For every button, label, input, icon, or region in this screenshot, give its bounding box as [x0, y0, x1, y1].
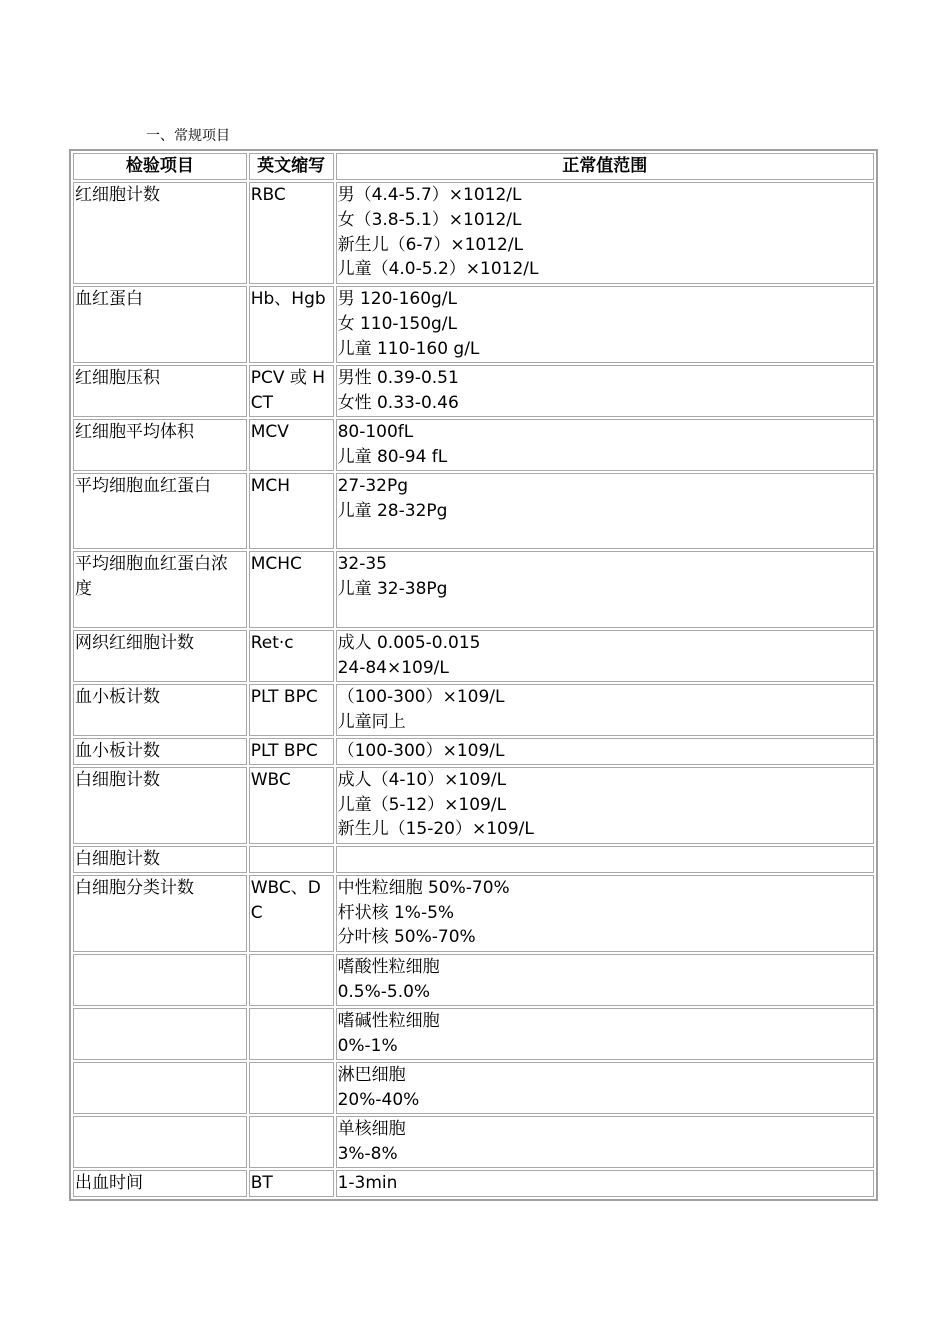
normal-range-cell	[336, 1008, 874, 1060]
range-line: 男性 0.39-0.51	[337, 368, 459, 388]
test-item-cell	[73, 1116, 247, 1168]
normal-range-cell	[336, 738, 874, 765]
abbreviation-cell: MCH	[249, 473, 334, 549]
abbreviation-cell: MCHC	[249, 551, 334, 627]
normal-range-cell	[336, 551, 874, 627]
abbreviation-cell: Ret·c	[249, 630, 334, 682]
abbreviation-cell	[249, 1062, 334, 1114]
test-item-cell: 红细胞压积	[73, 365, 247, 417]
range-line: 女性 0.33-0.46	[337, 392, 459, 413]
range-line: 成人（4-10）×109/L	[337, 769, 507, 790]
table-row	[73, 767, 874, 844]
range-line: 分叶核 50%-70%	[337, 927, 476, 948]
table-row	[73, 954, 874, 1006]
range-line: 单核细胞	[337, 1118, 406, 1139]
range-line: 80-100fL	[337, 422, 414, 442]
normal-range-cell	[336, 767, 874, 844]
abbreviation-cell	[249, 954, 334, 1006]
table-row	[73, 473, 874, 549]
range-line: 儿童 32-38Pg	[337, 579, 448, 600]
range-line: 0.5%-5.0%	[337, 981, 431, 1002]
table-row	[73, 684, 874, 736]
range-line	[338, 602, 872, 627]
range-line: 儿童 28-32Pg	[337, 500, 448, 521]
abbreviation-cell: PLT BPC	[249, 684, 334, 736]
abbreviation-cell	[249, 1008, 334, 1060]
test-item-cell: 平均细胞血红蛋白	[73, 473, 247, 549]
normal-range-cell	[336, 684, 874, 736]
normal-range-cell	[336, 1116, 874, 1168]
range-line: （100-300）×109/L	[337, 686, 505, 707]
table-row	[73, 738, 874, 765]
range-line: 儿童同上	[337, 711, 406, 732]
normal-range-cell	[336, 630, 874, 682]
table-row	[73, 1008, 874, 1060]
table-row	[73, 1062, 874, 1114]
test-item-cell	[73, 954, 247, 1006]
header-range: 正常值范围	[336, 153, 874, 180]
table-row	[73, 551, 874, 627]
range-line: 男（4.4-5.7）×1012/L	[337, 185, 522, 205]
test-item-cell: 网织红细胞计数	[73, 630, 247, 682]
table-row	[73, 182, 874, 284]
normal-range-cell	[336, 286, 874, 363]
abbreviation-cell: WBC、DC	[249, 875, 334, 952]
abbreviation-cell: RBC	[249, 182, 334, 284]
table-row	[73, 419, 874, 471]
range-line: 淋巴细胞	[337, 1064, 406, 1085]
normal-range-cell	[336, 473, 874, 549]
range-line: 成人 0.005-0.015	[337, 632, 481, 653]
range-line: 新生儿（15-20）×109/L	[337, 819, 534, 840]
abbreviation-cell: MCV	[249, 419, 334, 471]
range-line: 儿童（5-12）×109/L	[337, 794, 507, 815]
section-title: 一、常规项目	[146, 128, 230, 144]
table-row	[73, 365, 874, 417]
table-row	[73, 1116, 874, 1168]
test-item-cell	[73, 1062, 247, 1114]
normal-range-cell	[336, 1062, 874, 1114]
header-abbr: 英文缩写	[249, 153, 334, 180]
abbreviation-cell: WBC	[249, 767, 334, 844]
normal-range-cell	[336, 182, 874, 284]
range-line: 32-35	[337, 554, 387, 575]
abbreviation-cell	[249, 846, 334, 873]
test-item-cell: 平均细胞血红蛋白浓度	[73, 551, 247, 627]
test-item-cell: 血小板计数	[73, 738, 247, 765]
test-item-cell: 白细胞计数	[73, 846, 247, 873]
range-line: 女（3.8-5.1）×1012/L	[337, 209, 522, 230]
range-line: 儿童 110-160 g/L	[337, 338, 480, 359]
test-item-cell: 血小板计数	[73, 684, 247, 736]
range-line: 男 120-160g/L	[337, 289, 458, 309]
test-item-cell: 白细胞计数	[73, 767, 247, 844]
normal-range-cell	[336, 846, 874, 873]
abbreviation-cell	[249, 1116, 334, 1168]
normal-range-cell	[336, 365, 874, 417]
table-row	[73, 630, 874, 682]
table-body	[73, 182, 874, 1197]
normal-range-cell	[336, 954, 874, 1006]
range-line: 儿童 80-94 fL	[337, 446, 448, 467]
table-row	[73, 286, 874, 363]
range-line: （100-300）×109/L	[337, 740, 505, 761]
header-item: 检验项目	[73, 153, 247, 180]
table-row	[73, 1170, 874, 1197]
test-item-cell: 出血时间	[73, 1170, 247, 1197]
normal-range-cell	[336, 875, 874, 952]
normal-range-cell	[336, 1170, 874, 1197]
range-line: 3%-8%	[337, 1143, 398, 1164]
abbreviation-cell: PCV 或 HCT	[249, 365, 334, 417]
table-row	[73, 875, 874, 952]
range-line: 嗜碱性粒细胞	[337, 1010, 440, 1031]
range-line: 杆状核 1%-5%	[337, 902, 455, 923]
range-line: 新生儿（6-7）×1012/L	[337, 234, 524, 255]
abbreviation-cell: BT	[249, 1170, 334, 1197]
table-header-row	[73, 153, 874, 180]
range-line	[338, 524, 872, 549]
range-line: 0%-1%	[337, 1035, 398, 1056]
test-item-cell: 白细胞分类计数	[73, 875, 247, 952]
range-line: 27-32Pg	[337, 476, 409, 496]
abbreviation-cell: PLT BPC	[249, 738, 334, 765]
test-item-cell: 红细胞计数	[73, 182, 247, 284]
range-line: 20%-40%	[337, 1089, 420, 1110]
range-line: 嗜酸性粒细胞	[337, 956, 440, 977]
table-row	[73, 846, 874, 873]
test-item-cell: 红细胞平均体积	[73, 419, 247, 471]
reference-range-table	[69, 149, 878, 1201]
range-line: 24-84×109/L	[337, 657, 449, 678]
test-item-cell: 血红蛋白	[73, 286, 247, 363]
abbreviation-cell: Hb、Hgb	[249, 286, 334, 363]
range-line: 1-3min	[337, 1172, 398, 1193]
range-line: 儿童（4.0-5.2）×1012/L	[337, 259, 539, 280]
range-line: 中性粒细胞 50%-70%	[337, 877, 510, 898]
range-line	[338, 847, 872, 872]
normal-range-cell	[336, 419, 874, 471]
range-line: 女 110-150g/L	[337, 313, 458, 334]
test-item-cell	[73, 1008, 247, 1060]
